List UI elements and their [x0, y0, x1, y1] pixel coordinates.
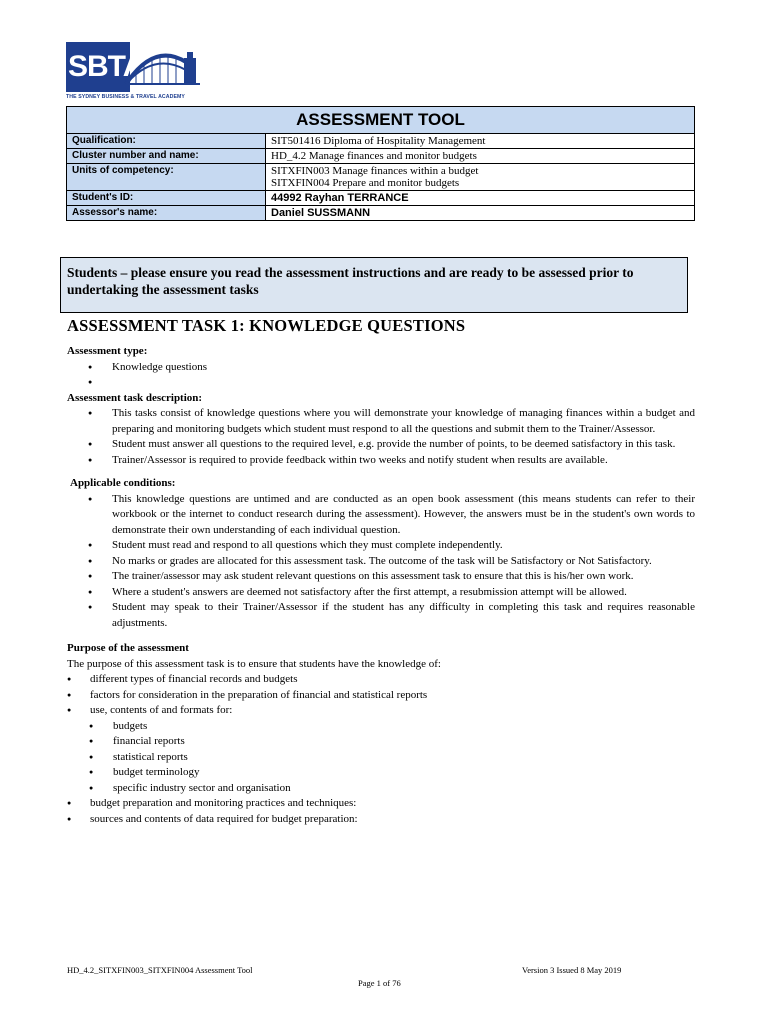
purpose-intro: The purpose of this assessment task is to ensure that students have the knowledge of: [67, 657, 441, 670]
list-item: ● use, contents of and formats for: [67, 703, 695, 719]
student-id-value: 44992 Rayhan TERRANCE [266, 191, 695, 206]
list-item: ● specific industry sector and organisation [67, 781, 695, 797]
table-title: ASSESSMENT TOOL [67, 107, 695, 134]
task-description-list [67, 406, 695, 468]
purpose-list-b [67, 796, 695, 827]
footer-left: HD_4.2_SITXFIN003_SITXFIN004 Assessment Tool [67, 965, 253, 975]
assessor-value: Daniel SUSSMANN [266, 206, 695, 221]
qualification-label: Qualification: [67, 134, 266, 149]
list-item [67, 375, 695, 391]
task-description-heading: Assessment task description: [67, 391, 203, 404]
list-item: ● The trainer/assessor may ask student relevant questions on this assessment task to ensure that this is his/her own work. [67, 569, 695, 585]
task-title: ASSESSMENT TASK 1: KNOWLEDGE QUESTIONS [67, 316, 466, 335]
cluster-value: HD_4.2 Manage finances and monitor budgets [266, 149, 695, 164]
logo-subtitle: THE SYDNEY BUSINESS & TRAVEL ACADEMY [66, 94, 185, 100]
list-item: ● budgets [67, 719, 695, 735]
list-item: ● This tasks consist of knowledge questions where you will demonstrate your knowledge of managing finances within a budget and preparing and monitoring budgets which student must respond to all the questions and submit them to the Trainer/Assessor. [67, 406, 695, 437]
cluster-label: Cluster number and name: [67, 149, 266, 164]
list-item: ● Student may speak to their Trainer/Assessor if the student has any difficulty in completing this task and requires reasonable adjustments. [67, 600, 695, 631]
purpose-sub-list [67, 719, 695, 797]
task-body [67, 344, 695, 827]
list-item: ● sources and contents of data required for budget preparation: [67, 812, 695, 828]
unit-1: SITXFIN003 Manage finances within a budget [271, 165, 479, 177]
page-number: Page 1 of 76 [358, 978, 401, 988]
student-id-label: Student's ID: [67, 191, 266, 206]
harbour-bridge-icon [124, 40, 202, 92]
qualification-value: SIT501416 Diploma of Hospitality Management [266, 134, 695, 149]
list-item: ● statistical reports [67, 750, 695, 766]
units-label: Units of competency: [67, 164, 266, 191]
units-value [266, 164, 695, 191]
footer-right: Version 3 Issued 8 May 2019 [522, 965, 622, 975]
student-notice: Students – please ensure you read the assessment instructions and are ready to be assessed prior to undertaking the assessment tasks [60, 257, 688, 313]
unit-2: SITXFIN004 Prepare and monitor budgets [271, 177, 460, 189]
list-item: ● Trainer/Assessor is required to provide feedback within two weeks and notify student when results are available. [67, 453, 695, 469]
list-item: ● budget preparation and monitoring practices and techniques: [67, 796, 695, 812]
list-item: ● budget terminology [67, 765, 695, 781]
list-item: ● Student must read and respond to all questions which they must complete independently. [67, 538, 695, 554]
list-item: ● financial reports [67, 734, 695, 750]
assessment-type-heading: Assessment type: [67, 345, 148, 357]
assessment-type-list [67, 360, 695, 391]
list-item: ● Student must answer all questions to the required level, e.g. provide the number of points, to be deemed satisfactory in this task. [67, 437, 695, 453]
conditions-heading: Applicable conditions: [70, 477, 176, 489]
list-item: ● factors for consideration in the preparation of financial and statistical reports [67, 688, 695, 704]
list-item: ● Knowledge questions [67, 360, 695, 376]
list-item: ● No marks or grades are allocated for this assessment task. The outcome of the task will be Satisfactory or Not Satisfactory. [67, 554, 695, 570]
list-item: ● This knowledge questions are untimed and are conducted as an open book assessment (this means students can refer to their workbook or the internet to conduct research during the assessment). However, the answers must be in the student's own words to demonstrate their own understanding of each individual question. [67, 492, 695, 539]
list-item: ● different types of financial records and budgets [67, 672, 695, 688]
list-item: ● Where a student's answers are deemed not satisfactory after the first attempt, a resubmission attempt will be allowed. [67, 585, 695, 601]
assessment-header-table [66, 106, 695, 221]
sbta-logo [66, 40, 198, 102]
purpose-heading: Purpose of the assessment [67, 642, 189, 654]
assessor-label: Assessor's name: [67, 206, 266, 221]
logo-text: SBTA [68, 50, 144, 83]
purpose-list-a [67, 672, 695, 719]
conditions-list [67, 492, 695, 632]
